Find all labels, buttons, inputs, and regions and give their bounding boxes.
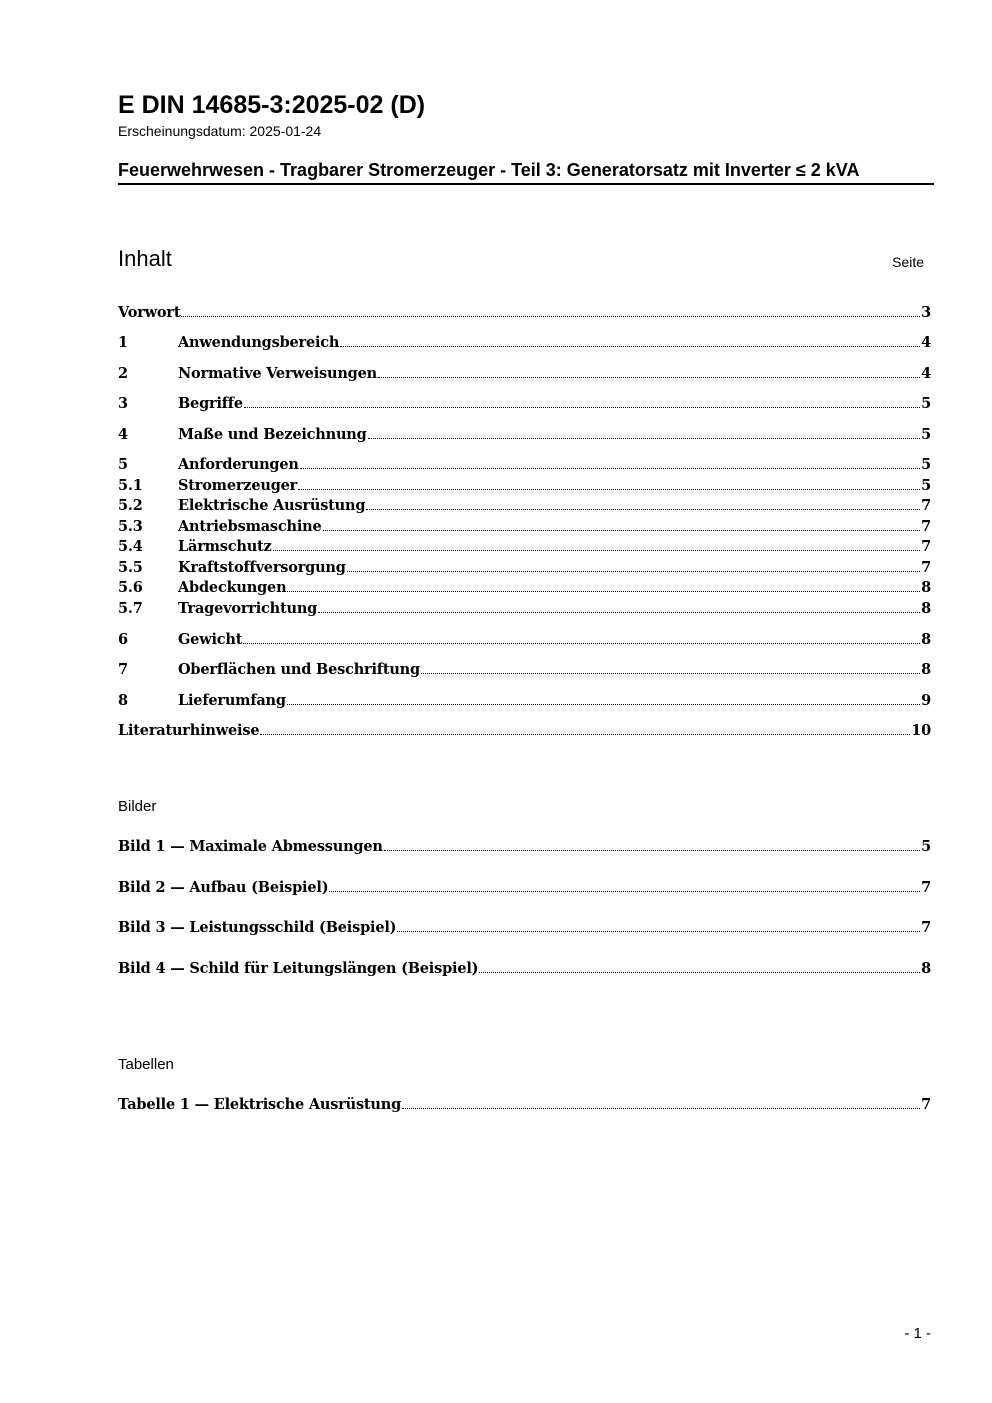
dot-leader	[318, 598, 920, 613]
toc-entry-number: 7	[118, 661, 128, 678]
toc-entry-5-3[interactable]	[118, 516, 931, 536]
dot-leader	[181, 302, 920, 317]
toc-entry-5-7[interactable]	[118, 598, 931, 618]
dot-leader	[340, 332, 920, 347]
toc-entry-literaturhinweise[interactable]	[118, 720, 931, 740]
toc-entry-text: Anwendungsbereich	[178, 334, 340, 351]
toc-entry-page: 5	[921, 477, 931, 494]
dot-leader	[323, 516, 921, 531]
toc-entry-page: 9	[921, 692, 931, 709]
toc-entry-number: 2	[118, 365, 128, 382]
toc-entry-text: Lieferumfang	[178, 692, 286, 709]
dot-leader	[287, 690, 920, 705]
dot-leader	[402, 1094, 920, 1109]
dot-leader	[368, 424, 921, 439]
toc-entry-page: 5	[921, 426, 931, 443]
toc-entry-page: 7	[921, 559, 931, 576]
dot-leader	[366, 495, 920, 510]
document-title: Feuerwehrwesen - Tragbarer Stromerzeuger - Teil 3: Generatorsatz mit Inverter ≤ 2 kVA	[118, 158, 934, 185]
figure-entry-page: 8	[921, 960, 931, 977]
toc-entry-5-6[interactable]	[118, 577, 931, 597]
toc-entry-page: 8	[921, 579, 931, 596]
toc-entry-number: 3	[118, 395, 128, 412]
toc-entry-text: Kraftstoffversorgung	[178, 559, 346, 576]
toc-entry-text: Maße und Bezeichnung	[178, 426, 367, 443]
dot-leader	[384, 836, 920, 851]
figure-entry-2[interactable]	[118, 877, 931, 897]
toc-entry-7[interactable]	[118, 659, 931, 679]
toc-entry-page: 4	[921, 365, 931, 382]
figure-entry-page: 5	[921, 838, 931, 855]
toc-entry-number: 5.2	[118, 497, 143, 514]
toc-entry-number: 8	[118, 692, 128, 709]
dot-leader	[273, 536, 921, 551]
toc-entry-text: Antriebsmaschine	[178, 518, 322, 535]
toc-entry-2[interactable]	[118, 363, 931, 383]
toc-entry-text: Vorwort	[118, 304, 181, 321]
toc-entry-number: 5.1	[118, 477, 143, 494]
toc-entry-text: Oberflächen und Beschriftung	[178, 661, 420, 678]
toc-entry-text: Gewicht	[178, 631, 243, 648]
toc-page-column-label: Seite	[892, 254, 924, 270]
dot-leader	[421, 659, 920, 674]
toc-entry-page: 7	[921, 538, 931, 555]
toc-entry-text: Elektrische Ausrüstung	[178, 497, 366, 514]
toc-entry-4[interactable]	[118, 424, 931, 444]
publication-date: Erscheinungsdatum: 2025-01-24	[118, 123, 322, 139]
dot-leader	[300, 454, 920, 469]
dot-leader	[479, 958, 920, 973]
toc-entry-8[interactable]	[118, 690, 931, 710]
dot-leader	[347, 557, 920, 572]
tables-heading: Tabellen	[118, 1056, 174, 1073]
toc-entry-number: 5.3	[118, 518, 143, 535]
toc-entry-number: 5.6	[118, 579, 143, 596]
toc-entry-page: 8	[921, 661, 931, 678]
figure-entry-text: Bild 2 — Aufbau (Beispiel)	[118, 879, 329, 896]
toc-entry-number: 6	[118, 631, 128, 648]
dot-leader	[397, 917, 920, 932]
toc-entry-page: 8	[921, 631, 931, 648]
toc-entry-5-4[interactable]	[118, 536, 931, 556]
dot-leader	[244, 393, 920, 408]
toc-entry-text: Anforderungen	[178, 456, 299, 473]
table-entry-text: Tabelle 1 — Elektrische Ausrüstung	[118, 1096, 402, 1113]
document-id: E DIN 14685-3:2025-02 (D)	[118, 91, 426, 119]
toc-entry-number: 5.7	[118, 600, 143, 617]
toc-entry-text: Tragevorrichtung	[178, 600, 318, 617]
toc-entry-page: 5	[921, 456, 931, 473]
toc-entry-text: Abdeckungen	[178, 579, 287, 596]
dot-leader	[243, 629, 920, 644]
toc-entry-page: 7	[921, 518, 931, 535]
toc-entry-vorwort[interactable]	[118, 302, 931, 322]
toc-entry-3[interactable]	[118, 393, 931, 413]
toc-entry-text: Begriffe	[178, 395, 243, 412]
dot-leader	[378, 363, 920, 378]
figure-entry-text: Bild 1 — Maximale Abmessungen	[118, 838, 383, 855]
table-entry-1[interactable]	[118, 1094, 931, 1114]
toc-entry-number: 5.5	[118, 559, 143, 576]
toc-entry-text: Lärmschutz	[178, 538, 272, 555]
toc-entry-page: 5	[921, 395, 931, 412]
figure-entry-page: 7	[921, 879, 931, 896]
dot-leader	[298, 475, 920, 490]
toc-entry-5-2[interactable]	[118, 495, 931, 515]
toc-entry-number: 5	[118, 456, 128, 473]
figure-entry-text: Bild 4 — Schild für Leitungslängen (Beispiel)	[118, 960, 479, 977]
toc-entry-number: 5.4	[118, 538, 143, 555]
toc-entry-page: 8	[921, 600, 931, 617]
dot-leader	[287, 577, 920, 592]
toc-entry-page: 7	[921, 497, 931, 514]
figure-entry-page: 7	[921, 919, 931, 936]
figure-entry-3[interactable]	[118, 917, 931, 937]
toc-entry-text: Stromerzeuger	[178, 477, 298, 494]
figure-entry-text: Bild 3 — Leistungsschild (Beispiel)	[118, 919, 397, 936]
dot-leader	[260, 720, 910, 735]
toc-entry-text: Normative Verweisungen	[178, 365, 377, 382]
figure-entry-4[interactable]	[118, 958, 931, 978]
dot-leader	[329, 877, 920, 892]
figures-heading: Bilder	[118, 798, 157, 815]
toc-entry-5[interactable]	[118, 454, 931, 474]
toc-entry-text: Literaturhinweise	[118, 722, 260, 739]
table-entry-page: 7	[921, 1096, 931, 1113]
toc-entry-5-5[interactable]	[118, 557, 931, 577]
toc-heading: Inhalt	[118, 246, 172, 271]
page-number: - 1 -	[904, 1325, 931, 1342]
toc-entry-6[interactable]	[118, 629, 931, 649]
figure-entry-1[interactable]	[118, 836, 931, 856]
toc-entry-page: 4	[921, 334, 931, 351]
toc-entry-1[interactable]	[118, 332, 931, 352]
toc-entry-page: 3	[921, 304, 931, 321]
toc-entry-number: 4	[118, 426, 128, 443]
toc-entry-page: 10	[911, 722, 931, 739]
toc-entry-5-1[interactable]	[118, 475, 931, 495]
toc-entry-number: 1	[118, 334, 128, 351]
